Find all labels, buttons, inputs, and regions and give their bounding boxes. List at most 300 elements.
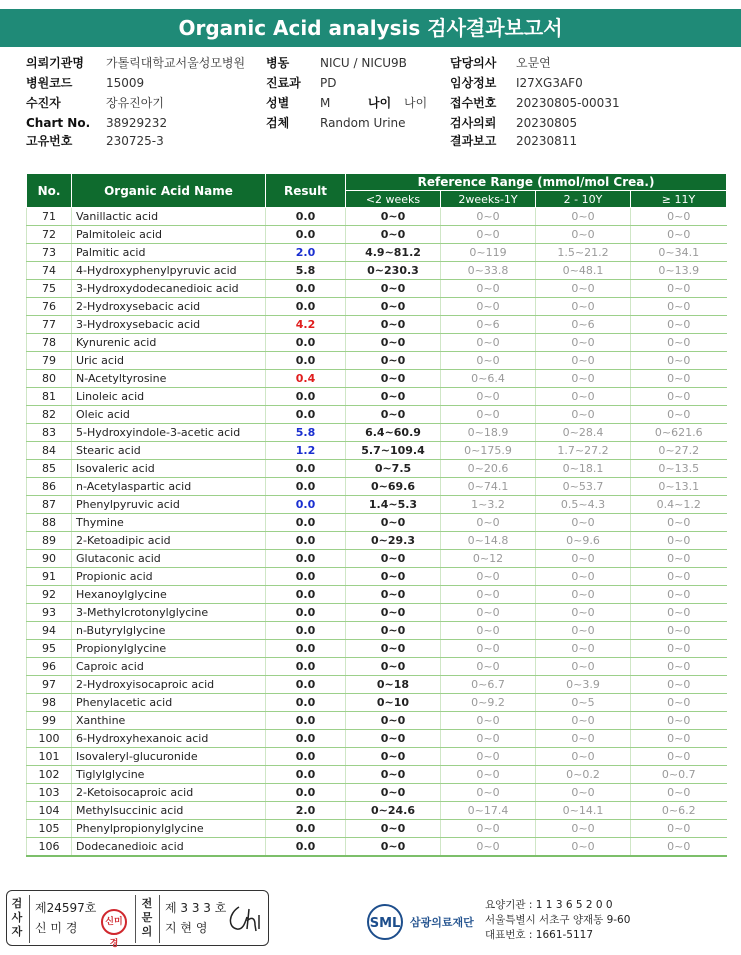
header-reference-range: Reference Range (mmol/mol Crea.) xyxy=(346,174,727,191)
row-number: 103 xyxy=(27,784,72,802)
row-number: 76 xyxy=(27,298,72,316)
svg-text:SML: SML xyxy=(369,916,401,931)
range-11y-plus: 0~0 xyxy=(631,658,727,676)
result-value: 0.0 xyxy=(266,532,346,550)
range-2-10y: 0~0 xyxy=(536,640,631,658)
label-report-date: 결과보고 xyxy=(450,134,497,148)
range-under-2-weeks: 1.4~5.3 xyxy=(346,496,441,514)
range-under-2-weeks: 0~10 xyxy=(346,694,441,712)
range-2weeks-1y: 0~0 xyxy=(441,622,536,640)
acid-name: Caproic acid xyxy=(72,658,266,676)
table-row xyxy=(27,442,727,460)
value-receipt-no: 20230805-00031 xyxy=(516,96,620,110)
range-under-2-weeks: 0~0 xyxy=(346,334,441,352)
patient-info xyxy=(26,55,726,155)
acid-name: Isovaleric acid xyxy=(72,460,266,478)
row-number: 72 xyxy=(27,226,72,244)
range-11y-plus: 0~6.2 xyxy=(631,802,727,820)
value-chart-no: 38929232 xyxy=(106,116,168,130)
range-under-2-weeks: 0~7.5 xyxy=(346,460,441,478)
acid-name: Uric acid xyxy=(72,352,266,370)
acid-name: Linoleic acid xyxy=(72,388,266,406)
table-row xyxy=(27,550,727,568)
result-value: 0.0 xyxy=(266,658,346,676)
specialist-license: 제 3 3 3 호 xyxy=(165,901,227,915)
row-number: 104 xyxy=(27,802,72,820)
header-name: Organic Acid Name xyxy=(72,174,266,208)
result-value: 0.0 xyxy=(266,496,346,514)
range-2weeks-1y: 0~0 xyxy=(441,226,536,244)
row-number: 94 xyxy=(27,622,72,640)
range-2weeks-1y: 0~0 xyxy=(441,334,536,352)
range-11y-plus: 0~0 xyxy=(631,784,727,802)
range-2weeks-1y: 0~6.4 xyxy=(441,370,536,388)
row-number: 95 xyxy=(27,640,72,658)
range-11y-plus: 0~0 xyxy=(631,730,727,748)
range-under-2-weeks: 0~0 xyxy=(346,550,441,568)
acid-name: Methylsuccinic acid xyxy=(72,802,266,820)
range-2weeks-1y: 1~3.2 xyxy=(441,496,536,514)
table-row xyxy=(27,370,727,388)
range-2weeks-1y: 0~18.9 xyxy=(441,424,536,442)
table-row xyxy=(27,406,727,424)
range-2weeks-1y: 0~6.7 xyxy=(441,676,536,694)
range-under-2-weeks: 0~0 xyxy=(346,280,441,298)
result-value: 0.0 xyxy=(266,838,346,856)
label-department: 진료과 xyxy=(266,76,301,90)
range-under-2-weeks: 0~0 xyxy=(346,298,441,316)
range-under-2-weeks: 0~0 xyxy=(346,514,441,532)
value-age: 나이 xyxy=(404,96,428,110)
result-value: 0.0 xyxy=(266,352,346,370)
table-row xyxy=(27,208,727,226)
label-doctor: 담당의사 xyxy=(450,56,497,70)
row-number: 83 xyxy=(27,424,72,442)
value-department: PD xyxy=(320,76,337,90)
range-2weeks-1y: 0~0 xyxy=(441,604,536,622)
range-under-2-weeks: 0~0 xyxy=(346,226,441,244)
value-report-date: 20230811 xyxy=(516,134,578,148)
contact-line: 서울특별시 서초구 양재동 9-60 xyxy=(485,914,631,926)
range-11y-plus: 0~0 xyxy=(631,532,727,550)
range-under-2-weeks: 0~0 xyxy=(346,712,441,730)
acid-name: Dodecanedioic acid xyxy=(72,838,266,856)
tester-license: 제24597호 xyxy=(35,901,97,915)
range-2weeks-1y: 0~0 xyxy=(441,820,536,838)
range-11y-plus: 0~0 xyxy=(631,622,727,640)
range-2-10y: 0~14.1 xyxy=(536,802,631,820)
range-2-10y: 0~0 xyxy=(536,820,631,838)
row-number: 98 xyxy=(27,694,72,712)
value-doctor: 오문연 xyxy=(516,56,551,70)
value-specimen: Random Urine xyxy=(320,116,406,130)
range-2-10y: 0~48.1 xyxy=(536,262,631,280)
range-11y-plus: 0~0 xyxy=(631,712,727,730)
range-under-2-weeks: 0~0 xyxy=(346,748,441,766)
value-hospital-code: 15009 xyxy=(106,76,145,90)
range-11y-plus: 0~13.9 xyxy=(631,262,727,280)
range-11y-plus: 0~0 xyxy=(631,604,727,622)
range-under-2-weeks: 0~18 xyxy=(346,676,441,694)
row-number: 71 xyxy=(27,208,72,226)
table-row xyxy=(27,388,727,406)
range-11y-plus: 0~621.6 xyxy=(631,424,727,442)
divider xyxy=(159,895,160,943)
result-value: 0.0 xyxy=(266,694,346,712)
divider xyxy=(135,895,136,943)
result-value: 0.0 xyxy=(266,622,346,640)
row-number: 84 xyxy=(27,442,72,460)
specialist-name: 지 현 영 xyxy=(165,921,208,935)
row-number: 78 xyxy=(27,334,72,352)
range-under-2-weeks: 0~0 xyxy=(346,208,441,226)
header-range-11y-plus: ≥ 11Y xyxy=(631,191,727,208)
range-under-2-weeks: 0~0 xyxy=(346,370,441,388)
row-number: 86 xyxy=(27,478,72,496)
range-2-10y: 0~28.4 xyxy=(536,424,631,442)
range-2-10y: 0~0 xyxy=(536,658,631,676)
range-11y-plus: 0~0 xyxy=(631,838,727,856)
range-2weeks-1y: 0~0 xyxy=(441,406,536,424)
acid-name: Oleic acid xyxy=(72,406,266,424)
range-2weeks-1y: 0~0 xyxy=(441,514,536,532)
row-number: 99 xyxy=(27,712,72,730)
value-sex: M xyxy=(320,96,331,110)
range-11y-plus: 0.4~1.2 xyxy=(631,496,727,514)
result-value: 0.0 xyxy=(266,550,346,568)
table-row xyxy=(27,766,727,784)
range-2-10y: 0~0 xyxy=(536,712,631,730)
range-2-10y: 0~9.6 xyxy=(536,532,631,550)
acid-name: N-Acetyltyrosine xyxy=(72,370,266,388)
range-2weeks-1y: 0~0 xyxy=(441,766,536,784)
result-value: 0.0 xyxy=(266,478,346,496)
range-11y-plus: 0~0 xyxy=(631,406,727,424)
range-2weeks-1y: 0~0 xyxy=(441,208,536,226)
acid-name: 2-Ketoadipic acid xyxy=(72,532,266,550)
row-number: 105 xyxy=(27,820,72,838)
value-request-date: 20230805 xyxy=(516,116,578,130)
row-number: 93 xyxy=(27,604,72,622)
acid-name: 3-Hydroxydodecanedioic acid xyxy=(72,280,266,298)
result-value: 0.0 xyxy=(266,406,346,424)
result-value: 0.0 xyxy=(266,730,346,748)
range-11y-plus: 0~0 xyxy=(631,568,727,586)
acid-name: Tiglylglycine xyxy=(72,766,266,784)
range-2weeks-1y: 0~74.1 xyxy=(441,478,536,496)
range-2weeks-1y: 0~17.4 xyxy=(441,802,536,820)
range-2-10y: 0~0 xyxy=(536,298,631,316)
range-under-2-weeks: 0~0 xyxy=(346,820,441,838)
row-number: 81 xyxy=(27,388,72,406)
range-11y-plus: 0~0 xyxy=(631,388,727,406)
result-value: 2.0 xyxy=(266,802,346,820)
label-patient: 수진자 xyxy=(26,96,61,110)
row-number: 106 xyxy=(27,838,72,856)
tester-label: 검사자 xyxy=(11,897,23,938)
range-2weeks-1y: 0~0 xyxy=(441,784,536,802)
acid-name: Palmitoleic acid xyxy=(72,226,266,244)
label-unique-no: 고유번호 xyxy=(26,134,73,148)
range-11y-plus: 0~0 xyxy=(631,586,727,604)
range-under-2-weeks: 0~0 xyxy=(346,784,441,802)
result-value: 0.4 xyxy=(266,370,346,388)
row-number: 74 xyxy=(27,262,72,280)
range-2-10y: 0~0 xyxy=(536,748,631,766)
range-2-10y: 0.5~4.3 xyxy=(536,496,631,514)
range-2-10y: 0~6 xyxy=(536,316,631,334)
acid-name: Propionylglycine xyxy=(72,640,266,658)
label-age: 나이 xyxy=(368,96,392,110)
row-number: 97 xyxy=(27,676,72,694)
result-value: 0.0 xyxy=(266,586,346,604)
result-value: 0.0 xyxy=(266,208,346,226)
range-2-10y: 1.7~27.2 xyxy=(536,442,631,460)
acid-name: 2-Hydroxysebacic acid xyxy=(72,298,266,316)
range-11y-plus: 0~0 xyxy=(631,334,727,352)
row-number: 82 xyxy=(27,406,72,424)
range-2weeks-1y: 0~9.2 xyxy=(441,694,536,712)
row-number: 92 xyxy=(27,586,72,604)
range-2weeks-1y: 0~12 xyxy=(441,550,536,568)
range-11y-plus: 0~0 xyxy=(631,298,727,316)
row-number: 102 xyxy=(27,766,72,784)
range-under-2-weeks: 0~29.3 xyxy=(346,532,441,550)
range-under-2-weeks: 0~0 xyxy=(346,658,441,676)
result-value: 0.0 xyxy=(266,676,346,694)
row-number: 88 xyxy=(27,514,72,532)
result-value: 5.8 xyxy=(266,262,346,280)
acid-name: 4-Hydroxyphenylpyruvic acid xyxy=(72,262,266,280)
range-2-10y: 0~0 xyxy=(536,586,631,604)
acid-name: 2-Hydroxyisocaproic acid xyxy=(72,676,266,694)
header-range-under-2-weeks: <2 weeks xyxy=(346,191,441,208)
range-11y-plus: 0~0 xyxy=(631,352,727,370)
range-2-10y: 0~0.2 xyxy=(536,766,631,784)
range-2-10y: 0~0 xyxy=(536,730,631,748)
row-number: 91 xyxy=(27,568,72,586)
range-2weeks-1y: 0~0 xyxy=(441,280,536,298)
result-value: 0.0 xyxy=(266,820,346,838)
range-under-2-weeks: 0~0 xyxy=(346,766,441,784)
table-row xyxy=(27,568,727,586)
acid-name: Xanthine xyxy=(72,712,266,730)
contact-line: 대표번호 : 1661-5117 xyxy=(485,929,594,941)
range-2weeks-1y: 0~33.8 xyxy=(441,262,536,280)
acid-name: 3-Hydroxysebacic acid xyxy=(72,316,266,334)
range-under-2-weeks: 0~0 xyxy=(346,316,441,334)
contact-info xyxy=(485,898,630,943)
acid-name: Propionic acid xyxy=(72,568,266,586)
table-row xyxy=(27,262,727,280)
value-ward: NICU / NICU9B xyxy=(320,56,407,70)
table-row xyxy=(27,298,727,316)
range-11y-plus: 0~0.7 xyxy=(631,766,727,784)
range-under-2-weeks: 0~0 xyxy=(346,568,441,586)
label-clinical-info: 임상정보 xyxy=(450,76,497,90)
result-value: 1.2 xyxy=(266,442,346,460)
range-2weeks-1y: 0~0 xyxy=(441,640,536,658)
range-2weeks-1y: 0~0 xyxy=(441,586,536,604)
table-row xyxy=(27,496,727,514)
range-11y-plus: 0~0 xyxy=(631,226,727,244)
range-2-10y: 0~3.9 xyxy=(536,676,631,694)
range-2weeks-1y: 0~0 xyxy=(441,838,536,856)
range-2-10y: 0~5 xyxy=(536,694,631,712)
result-value: 0.0 xyxy=(266,460,346,478)
row-number: 77 xyxy=(27,316,72,334)
acid-name: Phenylpropionylglycine xyxy=(72,820,266,838)
value-patient: 장유진아기 xyxy=(106,96,164,110)
table-row xyxy=(27,424,727,442)
range-2-10y: 0~0 xyxy=(536,568,631,586)
header-range-2-10y: 2 - 10Y xyxy=(536,191,631,208)
result-value: 0.0 xyxy=(266,226,346,244)
range-11y-plus: 0~0 xyxy=(631,550,727,568)
table-row xyxy=(27,244,727,262)
range-11y-plus: 0~0 xyxy=(631,280,727,298)
acid-name: 3-Methylcrotonylglycine xyxy=(72,604,266,622)
row-number: 89 xyxy=(27,532,72,550)
row-number: 80 xyxy=(27,370,72,388)
table-row xyxy=(27,730,727,748)
table-row xyxy=(27,532,727,550)
result-value: 0.0 xyxy=(266,640,346,658)
range-under-2-weeks: 0~0 xyxy=(346,622,441,640)
label-ward: 병동 xyxy=(266,56,290,70)
table-row xyxy=(27,586,727,604)
range-2-10y: 0~0 xyxy=(536,838,631,856)
range-2-10y: 0~0 xyxy=(536,388,631,406)
label-request-date: 검사의뢰 xyxy=(450,116,497,130)
range-11y-plus: 0~0 xyxy=(631,208,727,226)
range-under-2-weeks: 0~0 xyxy=(346,730,441,748)
range-2-10y: 0~0 xyxy=(536,622,631,640)
table-row xyxy=(27,334,727,352)
report-title: Organic Acid analysis 검사결과보고서 xyxy=(0,9,741,47)
result-value: 0.0 xyxy=(266,604,346,622)
range-11y-plus: 0~27.2 xyxy=(631,442,727,460)
range-2weeks-1y: 0~0 xyxy=(441,568,536,586)
range-11y-plus: 0~0 xyxy=(631,370,727,388)
acid-name: n-Butyrylglycine xyxy=(72,622,266,640)
range-2weeks-1y: 0~14.8 xyxy=(441,532,536,550)
range-2weeks-1y: 0~0 xyxy=(441,712,536,730)
range-2weeks-1y: 0~0 xyxy=(441,730,536,748)
acid-name: Stearic acid xyxy=(72,442,266,460)
range-11y-plus: 0~13.5 xyxy=(631,460,727,478)
range-2weeks-1y: 0~6 xyxy=(441,316,536,334)
result-value: 2.0 xyxy=(266,244,346,262)
table-row xyxy=(27,802,727,820)
result-value: 0.0 xyxy=(266,280,346,298)
result-value: 0.0 xyxy=(266,766,346,784)
range-2-10y: 0~18.1 xyxy=(536,460,631,478)
range-11y-plus: 0~0 xyxy=(631,820,727,838)
range-2-10y: 0~0 xyxy=(536,226,631,244)
row-number: 90 xyxy=(27,550,72,568)
range-2-10y: 0~0 xyxy=(536,784,631,802)
range-2weeks-1y: 0~20.6 xyxy=(441,460,536,478)
range-2-10y: 0~0 xyxy=(536,280,631,298)
table-row xyxy=(27,316,727,334)
acid-name: Isovaleryl-glucuronide xyxy=(72,748,266,766)
acid-name: 2-Ketoisocaproic acid xyxy=(72,784,266,802)
table-row xyxy=(27,748,727,766)
range-11y-plus: 0~0 xyxy=(631,640,727,658)
range-2-10y: 0~0 xyxy=(536,514,631,532)
row-number: 100 xyxy=(27,730,72,748)
range-2weeks-1y: 0~0 xyxy=(441,298,536,316)
table-row xyxy=(27,352,727,370)
label-sex: 성별 xyxy=(266,96,290,110)
range-2-10y: 0~53.7 xyxy=(536,478,631,496)
table-row xyxy=(27,784,727,802)
table-row xyxy=(27,280,727,298)
result-value: 4.2 xyxy=(266,316,346,334)
table-row xyxy=(27,676,727,694)
range-11y-plus: 0~0 xyxy=(631,748,727,766)
range-under-2-weeks: 0~0 xyxy=(346,604,441,622)
range-11y-plus: 0~0 xyxy=(631,694,727,712)
range-under-2-weeks: 0~0 xyxy=(346,586,441,604)
row-number: 101 xyxy=(27,748,72,766)
range-under-2-weeks: 0~24.6 xyxy=(346,802,441,820)
results-table xyxy=(26,173,727,857)
range-11y-plus: 0~13.1 xyxy=(631,478,727,496)
range-under-2-weeks: 6.4~60.9 xyxy=(346,424,441,442)
range-under-2-weeks: 0~0 xyxy=(346,838,441,856)
result-value: 0.0 xyxy=(266,388,346,406)
label-chart-no: Chart No. xyxy=(26,116,91,130)
range-under-2-weeks: 4.9~81.2 xyxy=(346,244,441,262)
table-row xyxy=(27,640,727,658)
range-2weeks-1y: 0~0 xyxy=(441,352,536,370)
table-row xyxy=(27,514,727,532)
range-2-10y: 0~0 xyxy=(536,370,631,388)
table-row xyxy=(27,478,727,496)
label-requesting-institution: 의뢰기관명 xyxy=(26,56,84,70)
range-2weeks-1y: 0~119 xyxy=(441,244,536,262)
range-2weeks-1y: 0~0 xyxy=(441,658,536,676)
value-unique-no: 230725-3 xyxy=(106,134,164,148)
result-value: 0.0 xyxy=(266,334,346,352)
acid-name: Thymine xyxy=(72,514,266,532)
range-2-10y: 0~0 xyxy=(536,550,631,568)
row-number: 96 xyxy=(27,658,72,676)
table-row xyxy=(27,226,727,244)
acid-name: 5-Hydroxyindole-3-acetic acid xyxy=(72,424,266,442)
label-specimen: 검체 xyxy=(266,116,290,130)
result-value: 0.0 xyxy=(266,712,346,730)
range-under-2-weeks: 0~0 xyxy=(346,388,441,406)
table-row xyxy=(27,838,727,856)
range-11y-plus: 0~0 xyxy=(631,316,727,334)
range-under-2-weeks: 5.7~109.4 xyxy=(346,442,441,460)
result-value: 5.8 xyxy=(266,424,346,442)
range-under-2-weeks: 0~0 xyxy=(346,640,441,658)
acid-name: Kynurenic acid xyxy=(72,334,266,352)
result-value: 0.0 xyxy=(266,784,346,802)
range-11y-plus: 0~34.1 xyxy=(631,244,727,262)
label-hospital-code: 병원코드 xyxy=(26,76,73,90)
signature-box xyxy=(6,890,269,949)
range-2-10y: 0~0 xyxy=(536,352,631,370)
table-row xyxy=(27,820,727,838)
specialist-label: 전문의 xyxy=(141,897,153,938)
value-requesting-institution: 가톨릭대학교서울성모병원 xyxy=(106,56,246,70)
row-number: 85 xyxy=(27,460,72,478)
